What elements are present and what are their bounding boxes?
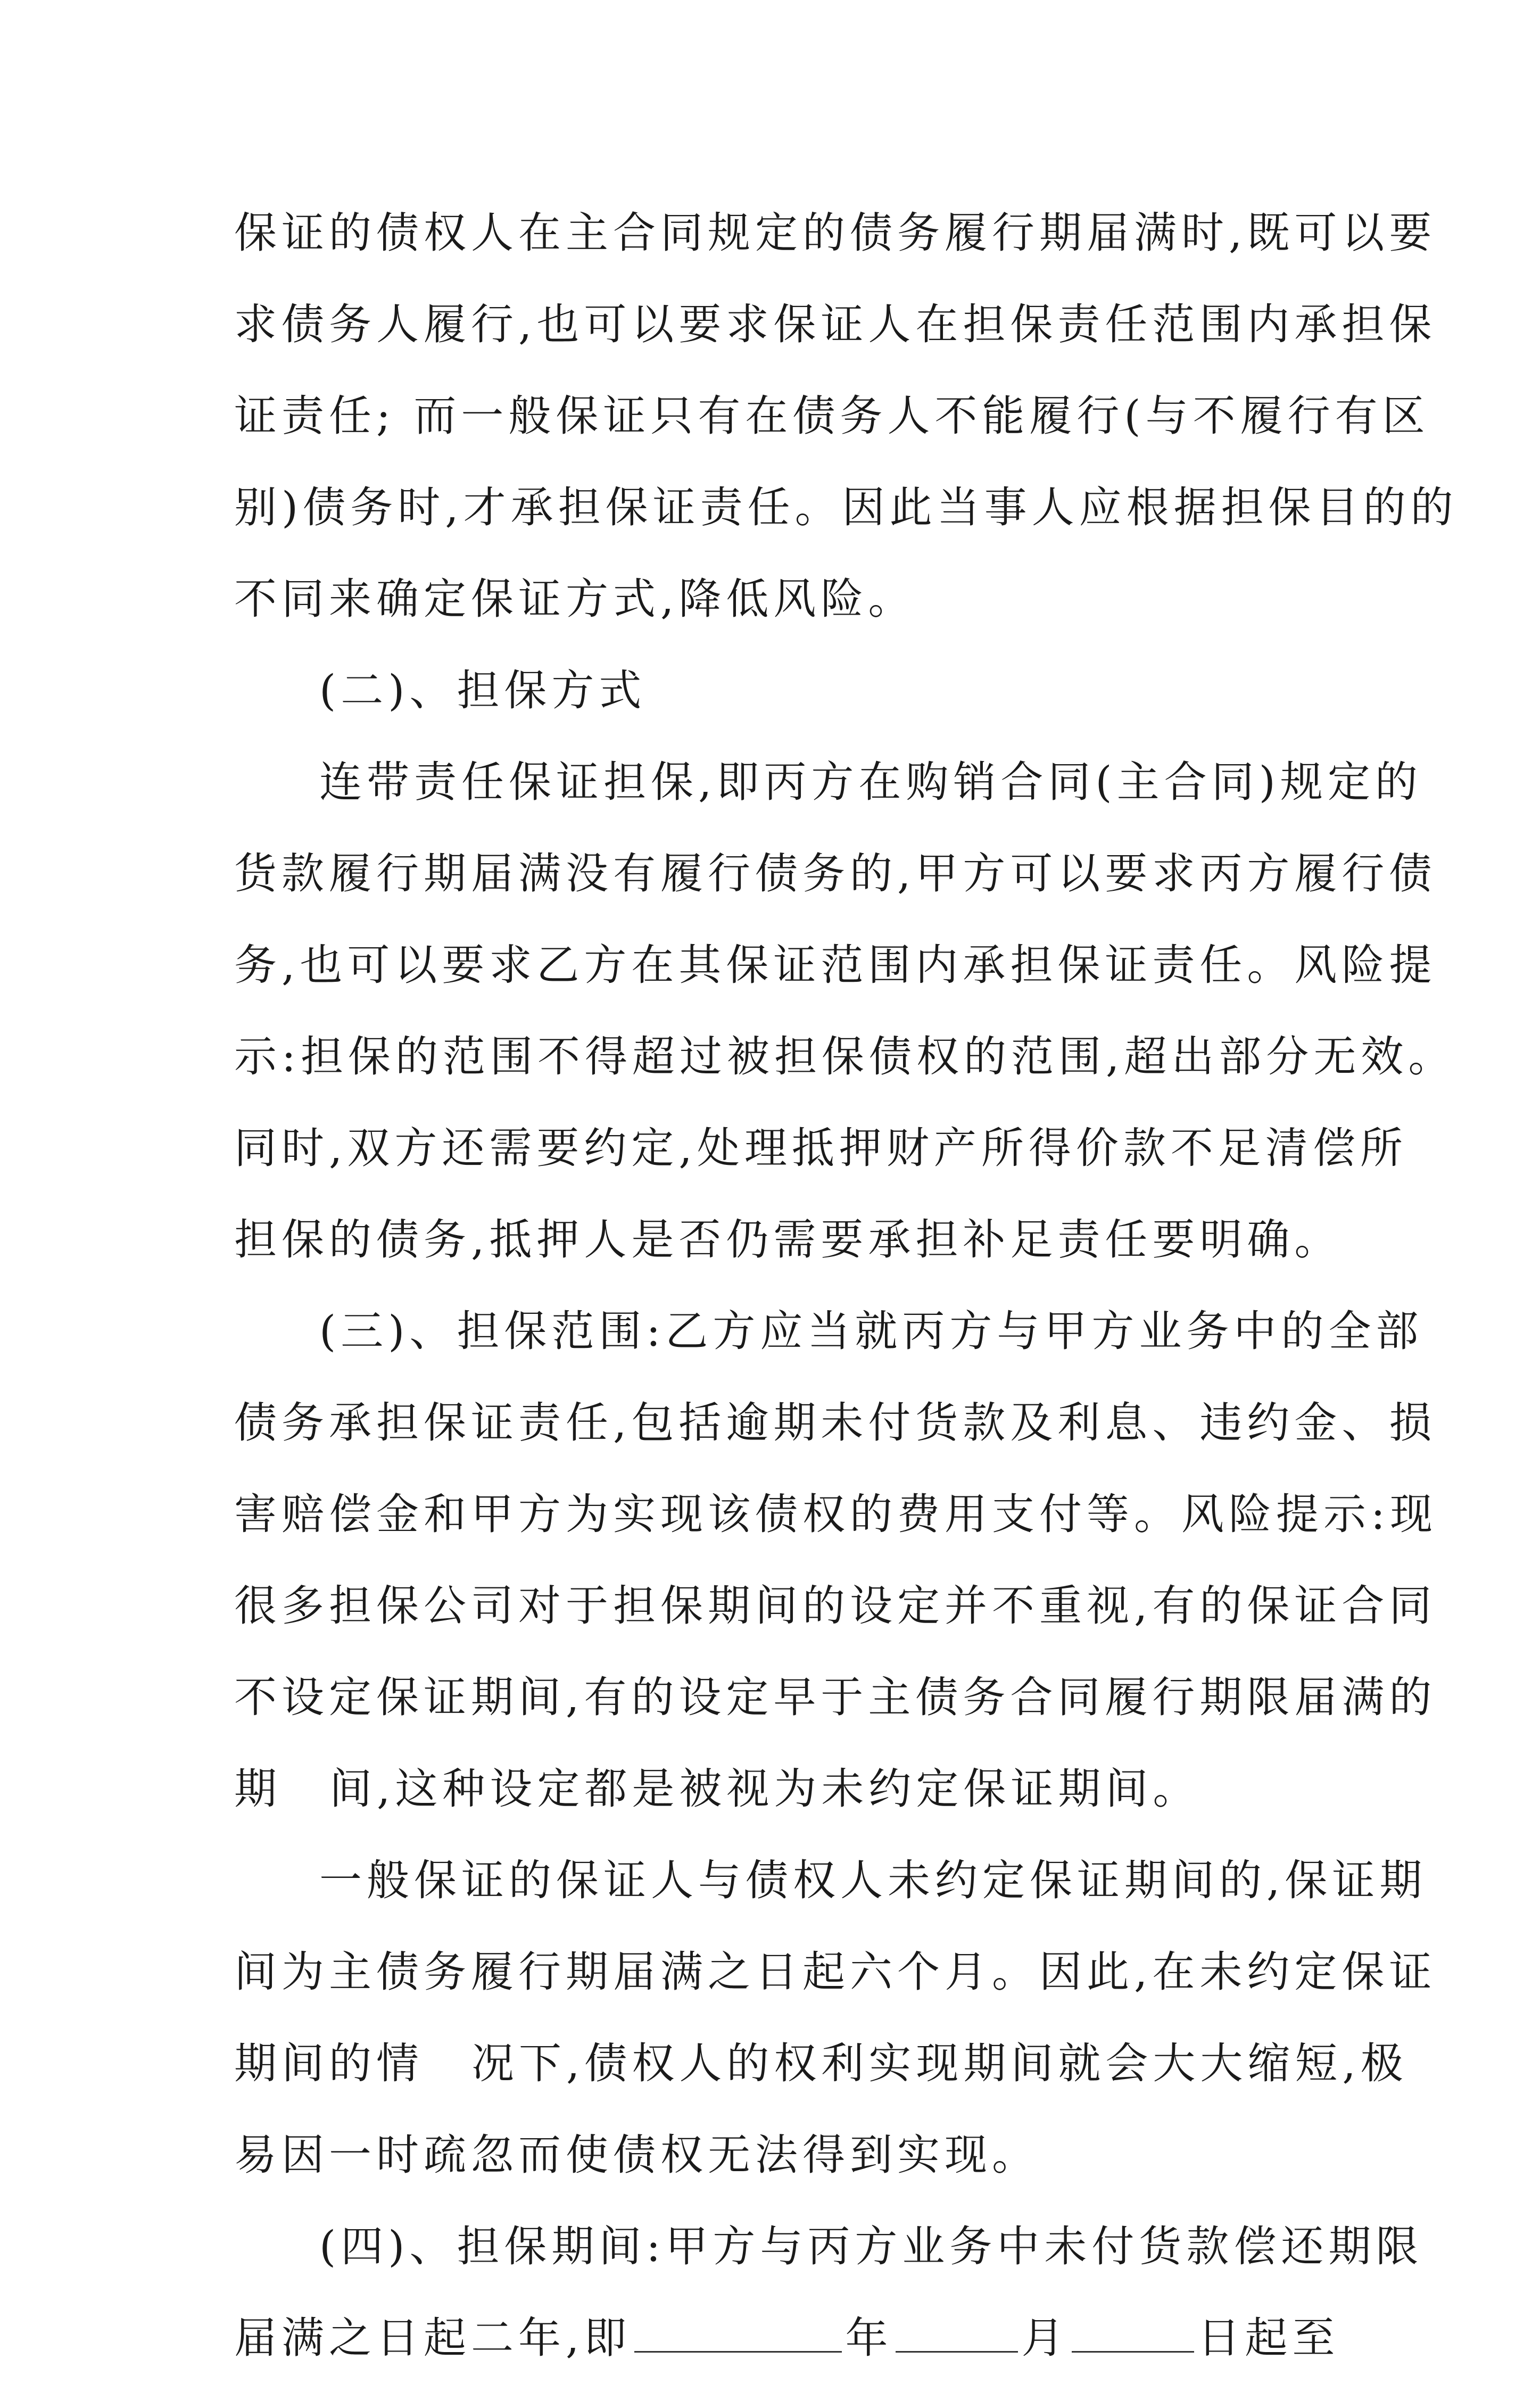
paragraph-line: 不同来确定保证方式,降低风险。: [234, 574, 916, 624]
paragraph-line: (四)、担保期间:甲方与丙方业务中未付货款偿还期限: [319, 2222, 1423, 2271]
line-segment: 届满之日起二年,即: [234, 2313, 632, 2363]
paragraph-line: 担保的债务,抵押人是否仍需要承担补足责任要明确。: [234, 1215, 1342, 1264]
paragraph-line: 债务承担保证责任,包括逾期未付货款及利息、违约金、损: [234, 1398, 1437, 1447]
paragraph-line: [234, 2292, 1340, 2384]
line-segment: 间,这种设定都是被视为未约定保证期间。: [329, 1764, 1200, 1814]
paragraph-line: 很多担保公司对于担保期间的设定并不重视,有的保证合同: [234, 1581, 1437, 1630]
line-segment: 期: [234, 1764, 281, 1814]
line-segment: 期间的情: [234, 2039, 424, 2088]
paragraph-line: [234, 2018, 1408, 2109]
section-heading: (二)、担保方式: [319, 666, 647, 715]
document-body: [234, 187, 1458, 2384]
line-segment: 况下,债权人的权利实现期间就会大大缩短,极: [471, 2039, 1408, 2088]
paragraph-line: 务,也可以要求乙方在其保证范围内承担保证责任。风险提: [234, 940, 1437, 990]
paragraph-line: 间为主债务履行期届满之日起六个月。因此,在未约定保证: [234, 1947, 1437, 1997]
paragraph-line: 货款履行期届满没有履行债务的,甲方可以要求丙方履行债: [234, 849, 1437, 898]
line-segment: 日起至: [1197, 2313, 1340, 2363]
day-blank-field[interactable]: [1072, 2319, 1194, 2353]
paragraph-line: 不设定保证期间,有的设定早于主债务合同履行期限届满的: [234, 1673, 1437, 1722]
paragraph-line: 证责任; 而一般保证只有在债务人不能履行(与不履行有区: [234, 391, 1430, 441]
month-blank-field[interactable]: [896, 2319, 1018, 2353]
paragraph-line: (三)、担保范围:乙方应当就丙方与甲方业务中的全部: [319, 1306, 1423, 1356]
paragraph-line: 别)债务时,才承担保证责任。因此当事人应根据担保目的的: [234, 483, 1458, 532]
paragraph-line: 一般保证的保证人与债权人未约定保证期间的,保证期: [319, 1856, 1427, 1905]
paragraph-line: 易因一时疏忽而使债权无法得到实现。: [234, 2130, 1039, 2180]
year-label: 年: [845, 2313, 893, 2363]
paragraph-line: 保证的债权人在主合同规定的债务履行期届满时,既可以要: [234, 208, 1437, 258]
year-blank-field[interactable]: [634, 2319, 842, 2353]
month-label: 月: [1021, 2313, 1069, 2363]
paragraph-line: 害赔偿金和甲方为实现该债权的费用支付等。风险提示:现: [234, 1489, 1437, 1539]
paragraph-line: [234, 1743, 1320, 1835]
paragraph-line: 同时,双方还需要约定,处理抵押财产所得价款不足清偿所: [234, 1123, 1407, 1173]
paragraph-line: 示:担保的范围不得超过被担保债权的范围,超出部分无效。: [234, 1032, 1456, 1081]
paragraph-line: 求债务人履行,也可以要求保证人在担保责任范围内承担保: [234, 300, 1437, 349]
paragraph-line: 连带责任保证担保,即丙方在购销合同(主合同)规定的: [319, 757, 1422, 807]
